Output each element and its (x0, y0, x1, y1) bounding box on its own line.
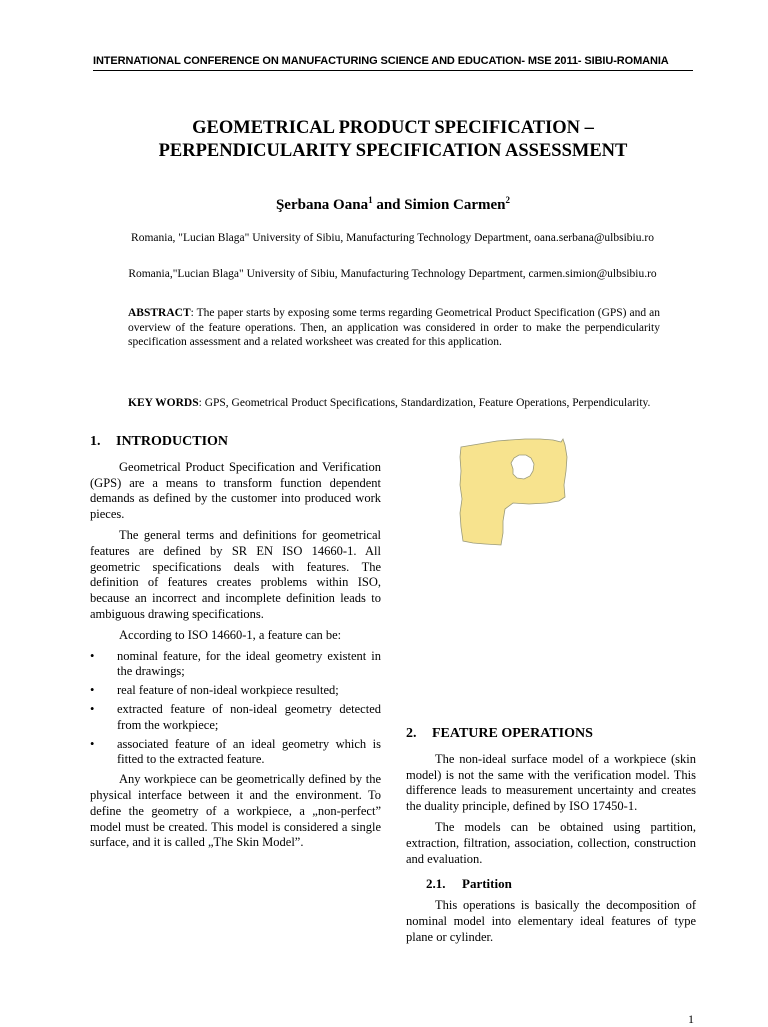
list-item-text: real feature of non-ideal workpiece resulted; (117, 683, 339, 698)
abstract-text: : The paper starts by exposing some terms regarding Geometrical Product Specification (GPS) and an overview of the feature operations. Then, an application was considered in order to make the perpendicularity specification assessment and a related worksheet was created for this application. (128, 307, 660, 349)
right-column (406, 726, 696, 951)
intro-paragraph-2: The general terms and definitions for geometrical features are defined by SR EN ISO 14660-1. All geometric specifications deals with features. The definition of features creates problems within ISO, because an incorrect and incomplete definition leads to ambiguous drawing specifications. (90, 527, 381, 621)
header-rule (93, 70, 693, 71)
affiliation-2: Romania,"Lucian Blaga" University of Sibiu, Manufacturing Technology Department, carmen.simion@ulbsibiu.ro (128, 268, 657, 280)
author-1-affil-mark: 1 (368, 195, 373, 205)
list-item-text: associated feature of an ideal geometry which is fitted to the extracted feature. (117, 736, 381, 767)
bullet-icon: • (90, 736, 95, 751)
partition-paragraph: This operations is basically the decomposition of nominal model into elementary ideal features of type plane or cylinder. (406, 898, 696, 944)
list-item-text: extracted feature of non-ideal geometry detected from the workpiece; (117, 701, 381, 732)
section-2-title: FEATURE OPERATIONS (432, 726, 593, 741)
page-number: 1 (688, 1012, 694, 1026)
left-column (90, 434, 381, 856)
intro-paragraph-3: According to ISO 14660-1, a feature can be: (119, 627, 342, 642)
list-item (90, 683, 381, 699)
conference-header: INTERNATIONAL CONFERENCE ON MANUFACTURING SCIENCE AND EDUCATION- MSE 2011- SIBIU-ROMANIA (93, 55, 669, 67)
intro-paragraph-closing: Any workpiece can be geometrically defined by the physical interface between it and the environment. To define the geometry of a workpiece, a „non-perfect” model must be created. This model is considered a single surface, and it is called „The Skin Model”. (90, 772, 381, 850)
authors (93, 195, 693, 214)
author-2: Simion Carmen (404, 197, 506, 213)
list-item (90, 737, 381, 769)
skin-model-figure (455, 437, 615, 547)
list-item (90, 702, 381, 734)
title-line-1: GEOMETRICAL PRODUCT SPECIFICATION – (192, 118, 594, 138)
abstract (128, 306, 660, 350)
skin-model-hole (511, 455, 534, 479)
section-2-1-number: 2.1. (426, 876, 446, 892)
section-2-1-heading (406, 876, 696, 892)
section-1-title: INTRODUCTION (116, 434, 229, 449)
section-1-heading (90, 434, 381, 450)
section-2-heading (406, 726, 696, 742)
section-2-number: 2. (406, 726, 417, 741)
bullet-icon: • (90, 648, 95, 663)
intro-paragraph-1: Geometrical Product Specification and Verification (GPS) are a means to transform function dependent demands as defined by the customer into produced work pieces. (90, 459, 381, 522)
abstract-label: ABSTRACT (128, 307, 191, 319)
feature-ops-paragraph-2: The models can be obtained using partition, extraction, filtration, association, collection, construction and evaluation. (406, 819, 696, 866)
feature-list (90, 649, 381, 769)
author-1: Şerbana Oana (275, 197, 369, 213)
title-line-2: PERPENDICULARITY SPECIFICATION ASSESSMENT (158, 141, 628, 161)
section-2-1-title: Partition (462, 876, 512, 892)
paper-title (93, 117, 693, 163)
section-1-number: 1. (90, 434, 101, 449)
list-item (90, 649, 381, 681)
keywords (128, 396, 660, 411)
author-2-affil-mark: 2 (505, 195, 511, 205)
list-item-text: nominal feature, for the ideal geometry existent in the drawings; (117, 648, 381, 679)
affiliation-1: Romania, "Lucian Blaga" University of Sibiu, Manufacturing Technology Department, oana.serbana@ulbsibiu.ro (131, 232, 654, 244)
bullet-icon: • (90, 683, 95, 698)
feature-ops-paragraph-1: The non-ideal surface model of a workpiece (skin model) is not the same with the verification model. This difference leads to measurement uncertainty and creates the duality principle, defined by ISO 17450-1. (406, 751, 696, 814)
keywords-text: : GPS, Geometrical Product Specifications, Standardization, Feature Operations, Perpendicularity. (198, 397, 651, 409)
author-connector: and (372, 197, 405, 213)
bullet-icon: • (90, 701, 95, 716)
skin-model-shape (460, 439, 567, 545)
keywords-label: KEY WORDS (128, 397, 199, 409)
